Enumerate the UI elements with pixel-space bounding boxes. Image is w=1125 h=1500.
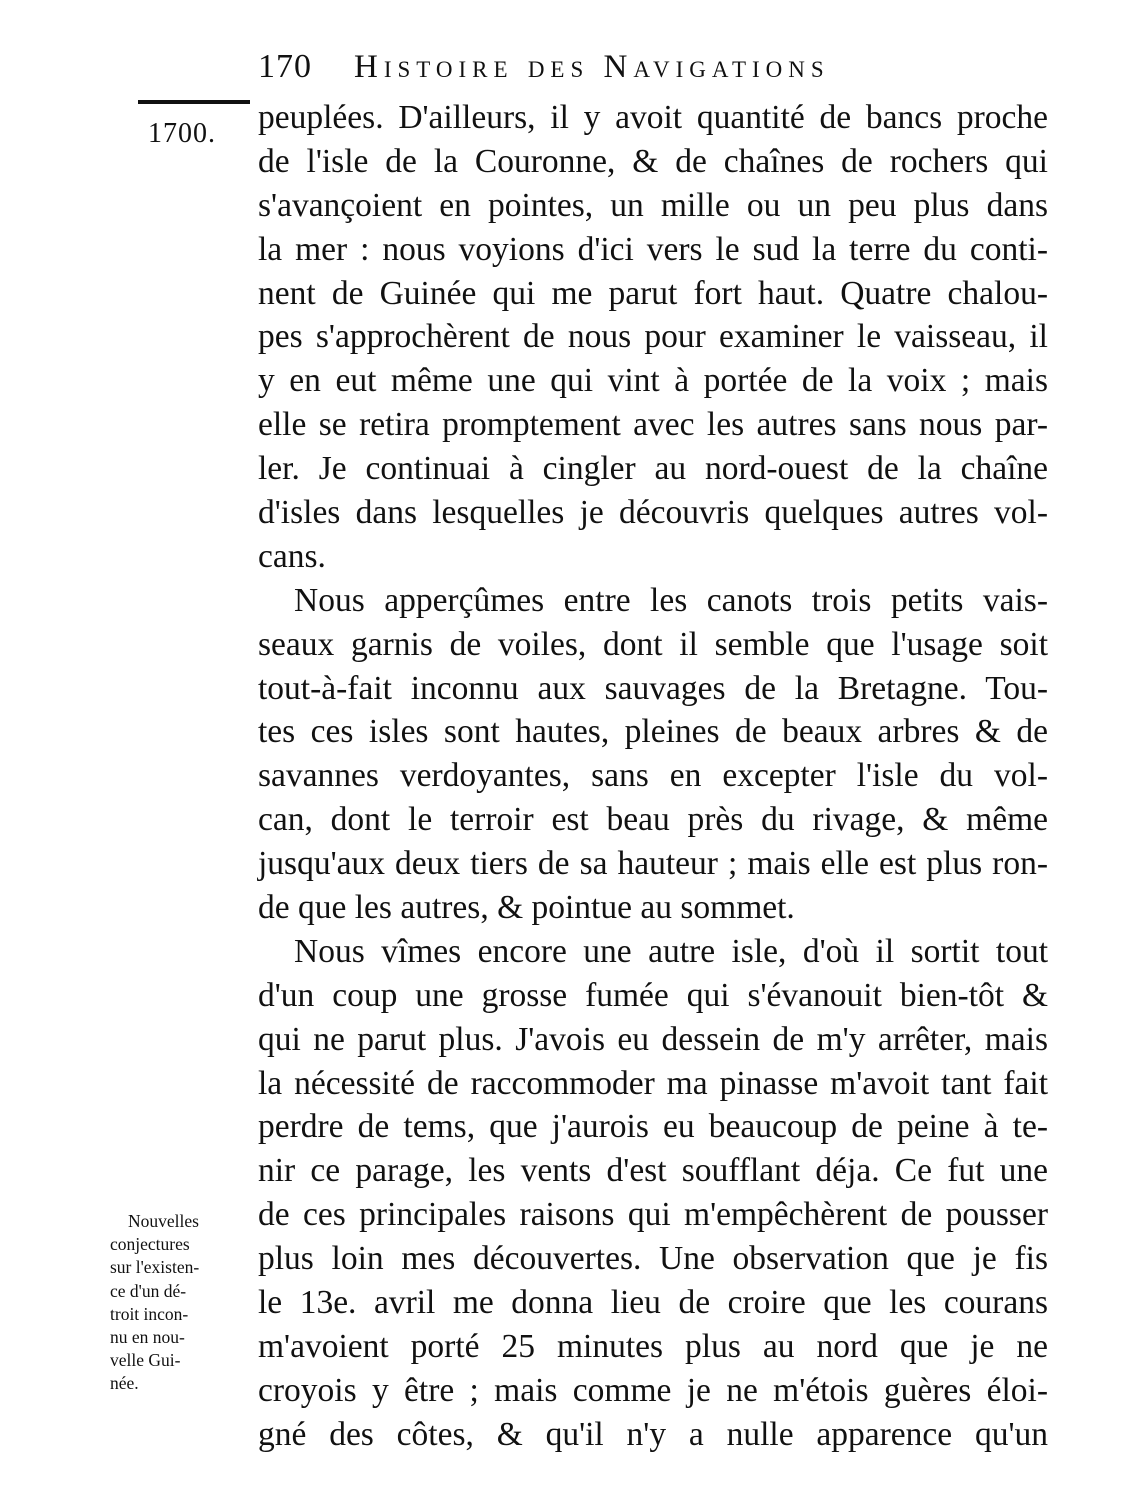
text-line: can, dont le terroir est beau près du rivage, & même [258,801,1048,839]
text-line: Nous vîmes encore une autre isle, d'où il sortit tout [294,932,1048,970]
paragraph-1 [258,96,1048,579]
margin-note [110,1210,235,1396]
text-line: nent de Guinée qui me parut fort haut. Quatre chalou- [258,274,1048,312]
body-text [258,96,1048,1457]
text-line: nir ce parage, les vents d'est soufflant déja. Ce fut une [258,1152,1048,1190]
text-line: seaux garnis de voiles, dont il semble que l'usage soit [258,625,1048,663]
margin-rule [138,100,250,104]
margin-note-line: troit incon- [110,1303,189,1324]
text-line: pes s'approchèrent de nous pour examiner le vaisseau, il [258,318,1048,356]
text-line: de l'isle de la Couronne, & de chaînes de rochers qui [258,142,1048,180]
margin-note-line: nu en nou- [110,1327,185,1348]
text-line: tout-à-fait inconnu aux sauvages de la Bretagne. Tou- [258,669,1048,707]
text-line: de que les autres, & pointue au sommet. [258,889,795,927]
text-line: le 13e. avril me donna lieu de croire que les courans [258,1284,1048,1322]
margin-note-line: conjectures [110,1234,190,1255]
text-line: d'un coup une grosse fumée qui s'évanouit bien-tôt & [258,976,1048,1014]
text-line: savannes verdoyantes, sans en excepter l'isle du vol- [258,757,1048,795]
text-line: croyois y être ; mais comme je ne m'étois guères éloi- [258,1371,1048,1409]
text-line: ler. Je continuai à cingler au nord-ouest de la chaîne [258,450,1048,488]
running-title: Histoire des Navigations [354,49,830,85]
text-line: la nécessité de raccommoder ma pinasse m'avoit tant fait [258,1064,1048,1102]
text-line: y en eut même une qui vint à portée de la voix ; mais [258,362,1048,400]
page-number: 170 [258,48,312,85]
text-line: jusqu'aux deux tiers de sa hauteur ; mais elle est plus ron- [258,845,1048,883]
margin-note-line: Nouvelles [128,1211,199,1231]
margin-note-line: née. [110,1373,139,1394]
margin-note-line: velle Gui- [110,1350,181,1371]
text-line: elle se retira promptement avec les autres sans nous par- [258,406,1048,444]
text-line: cans. [258,537,326,575]
margin-year: 1700. [148,118,216,149]
text-line: tes ces isles sont hautes, pleines de beaux arbres & de [258,713,1048,751]
text-line: peuplées. D'ailleurs, il y avoit quantité de bancs proche [258,99,1048,136]
text-line: d'isles dans lesquelles je découvris quelques autres vol- [258,494,1048,532]
paragraph-3 [258,930,1048,1457]
text-line: la mer : nous voyions d'ici vers le sud la terre du conti- [258,230,1048,268]
text-line: gné des côtes, & qu'il n'y a nulle apparence qu'un [258,1415,1048,1453]
margin-note-line: sur l'existen- [110,1257,200,1278]
margin-note-line: ce d'un dé- [110,1280,187,1301]
text-line: s'avançoient en pointes, un mille ou un peu plus dans [258,186,1048,224]
running-head [258,48,998,96]
text-line: qui ne parut plus. J'avois eu dessein de m'y arrêter, mais [258,1020,1048,1058]
text-line: m'avoient porté 25 minutes plus au nord que je ne [258,1327,1048,1365]
text-line: de ces principales raisons qui m'empêchèrent de pousser [258,1196,1048,1234]
text-line: perdre de tems, que j'aurois eu beaucoup de peine à te- [258,1108,1048,1146]
text-line: Nous apperçûmes entre les canots trois petits vais- [294,581,1048,619]
paragraph-2 [258,579,1048,930]
text-line: plus loin mes découvertes. Une observation que je fis [258,1240,1048,1278]
